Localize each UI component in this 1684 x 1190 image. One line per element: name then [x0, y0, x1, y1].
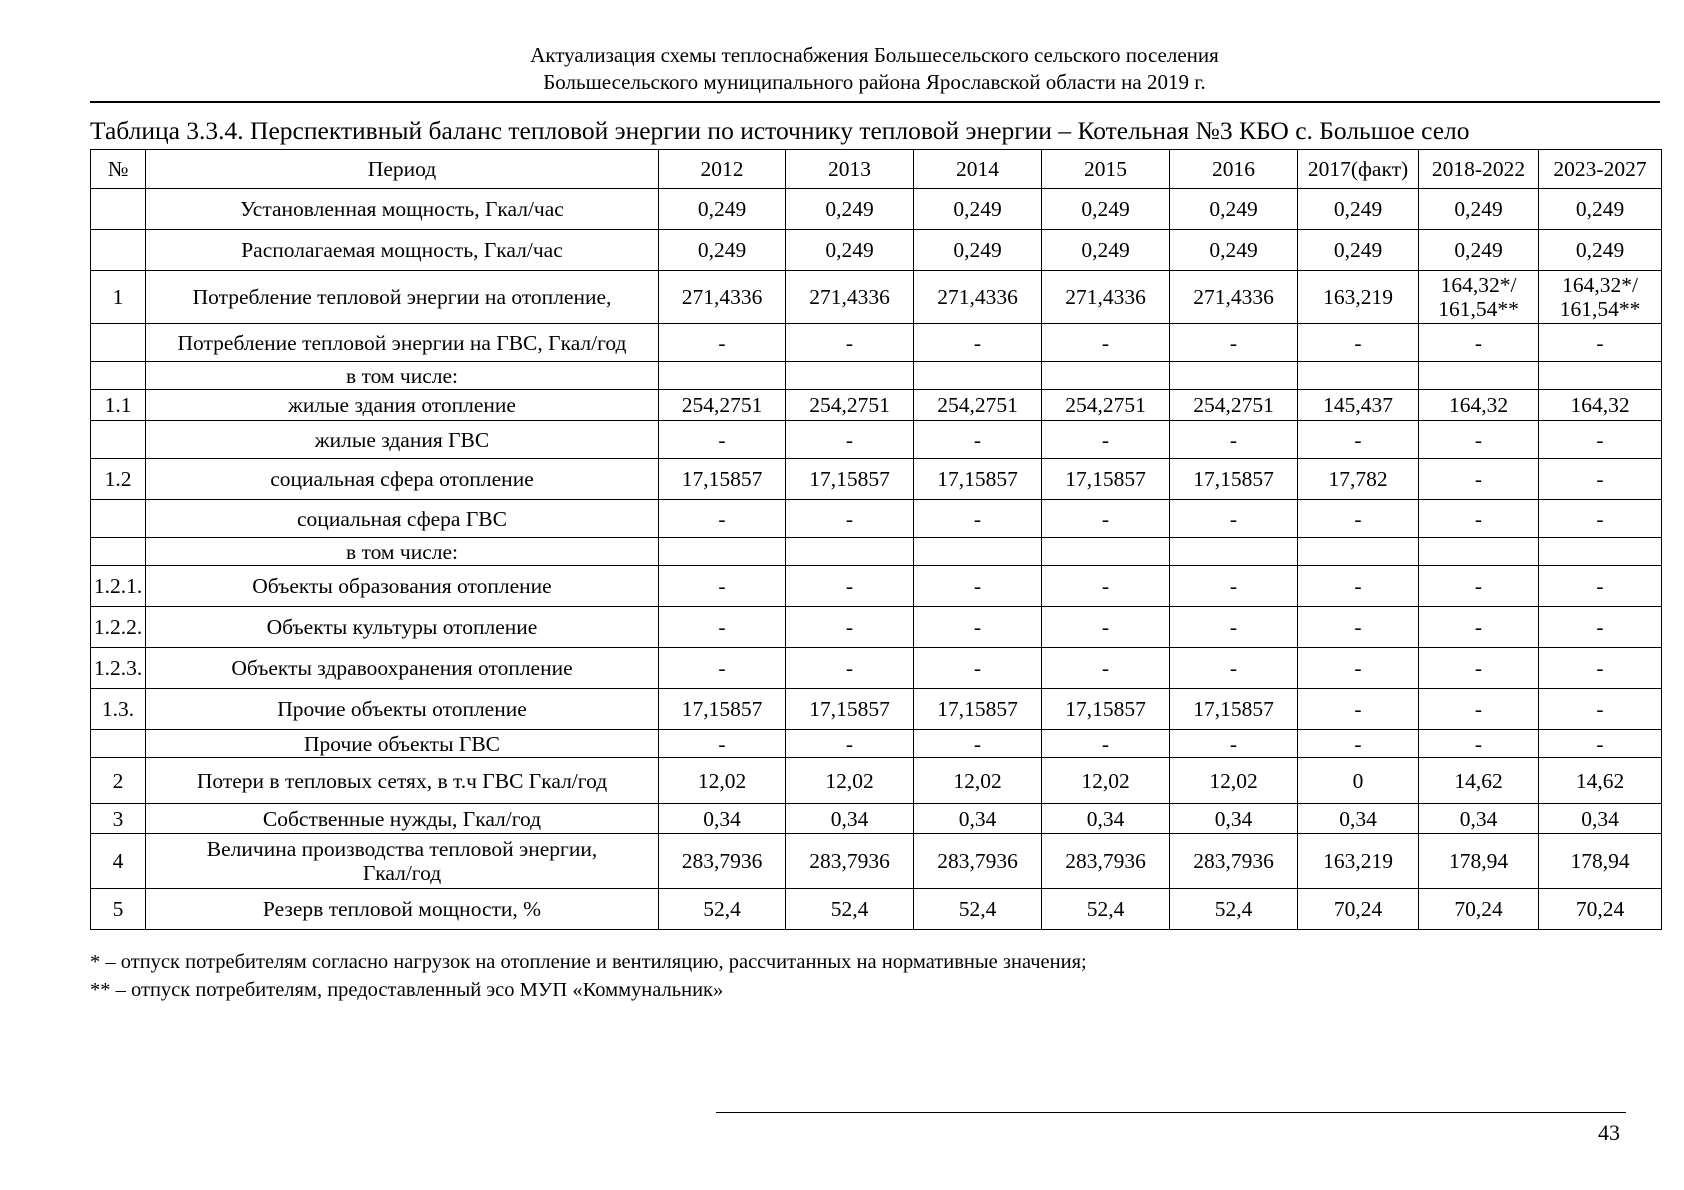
value-cell: 254,2751 [1170, 390, 1298, 421]
row-label-cell: Потребление тепловой энергии на ГВС, Гкал/год [146, 324, 659, 362]
value-cell: - [1170, 421, 1298, 459]
value-cell [786, 538, 914, 566]
page-number: 43 [1598, 1120, 1620, 1145]
row-number-cell [91, 189, 146, 230]
value-cell: - [786, 324, 914, 362]
value-cell: - [1419, 566, 1539, 607]
value-cell: - [1539, 324, 1662, 362]
value-cell: - [1170, 500, 1298, 538]
value-cell: 283,7936 [659, 834, 786, 889]
value-cell: 163,219 [1298, 271, 1419, 324]
value-cell: 0,249 [786, 189, 914, 230]
row-number-cell [91, 362, 146, 390]
value-cell: - [1419, 324, 1539, 362]
value-cell: 254,2751 [914, 390, 1042, 421]
value-cell: 52,4 [786, 889, 914, 930]
value-cell: - [1539, 689, 1662, 730]
value-cell [786, 362, 914, 390]
value-cell: - [914, 421, 1042, 459]
value-cell: 17,15857 [659, 689, 786, 730]
table-header-row [91, 150, 1662, 189]
header-cell: Период [146, 150, 659, 189]
value-cell: - [1298, 421, 1419, 459]
row-number-cell: 5 [91, 889, 146, 930]
value-cell: - [659, 607, 786, 648]
header-cell: № [91, 150, 146, 189]
value-cell [1170, 538, 1298, 566]
table-row [91, 390, 1662, 421]
footnotes [90, 948, 1087, 1004]
value-cell: 17,15857 [1042, 689, 1170, 730]
table-row [91, 500, 1662, 538]
row-number-cell: 4 [91, 834, 146, 889]
value-cell: 17,15857 [914, 689, 1042, 730]
row-number-cell [91, 538, 146, 566]
value-cell: - [1170, 324, 1298, 362]
value-cell [659, 362, 786, 390]
value-cell: 17,15857 [786, 459, 914, 500]
value-cell: - [786, 648, 914, 689]
value-cell: - [1042, 730, 1170, 758]
value-cell [914, 538, 1042, 566]
value-cell: 0,249 [786, 230, 914, 271]
value-cell: 17,15857 [659, 459, 786, 500]
value-cell: 271,4336 [1170, 271, 1298, 324]
value-cell: - [786, 500, 914, 538]
value-cell [1042, 538, 1170, 566]
value-cell: - [1539, 500, 1662, 538]
value-cell: 164,32*/ 161,54** [1539, 271, 1662, 324]
table-row [91, 730, 1662, 758]
value-cell: - [659, 648, 786, 689]
table-row [91, 834, 1662, 889]
row-number-cell [91, 324, 146, 362]
header-line-2: Большесельского муниципального района Ярославской области на 2019 г. [543, 70, 1206, 94]
value-cell: 271,4336 [914, 271, 1042, 324]
row-label-cell: Объекты здравоохранения отопление [146, 648, 659, 689]
row-label-cell: Прочие объекты ГВС [146, 730, 659, 758]
value-cell: 17,782 [1298, 459, 1419, 500]
value-cell: - [786, 566, 914, 607]
table-row [91, 538, 1662, 566]
value-cell: 12,02 [1042, 758, 1170, 804]
value-cell: 70,24 [1539, 889, 1662, 930]
row-label-cell: Объекты культуры отопление [146, 607, 659, 648]
value-cell: - [1042, 421, 1170, 459]
value-cell: 145,437 [1298, 390, 1419, 421]
value-cell: - [786, 421, 914, 459]
value-cell: - [659, 421, 786, 459]
value-cell: 0,34 [1042, 804, 1170, 834]
value-cell: 178,94 [1419, 834, 1539, 889]
footnote: * – отпуск потребителям согласно нагрузок на отопление и вентиляцию, рассчитанных на нормативные значения; [90, 951, 1087, 973]
table-row [91, 271, 1662, 324]
heat-balance-table [90, 149, 1662, 930]
value-cell: 271,4336 [1042, 271, 1170, 324]
value-cell: 0,249 [914, 189, 1042, 230]
row-label-cell: Резерв тепловой мощности, % [146, 889, 659, 930]
row-number-cell: 1.1 [91, 390, 146, 421]
table-row [91, 758, 1662, 804]
header-cell: 2016 [1170, 150, 1298, 189]
value-cell: - [1539, 421, 1662, 459]
value-cell: - [1170, 607, 1298, 648]
value-cell: - [659, 324, 786, 362]
value-cell: - [1298, 648, 1419, 689]
value-cell: 17,15857 [1170, 689, 1298, 730]
value-cell [1042, 362, 1170, 390]
row-label-cell: жилые здания отопление [146, 390, 659, 421]
value-cell: 52,4 [914, 889, 1042, 930]
value-cell: - [1298, 607, 1419, 648]
value-cell: 164,32*/ 161,54** [1419, 271, 1539, 324]
value-cell: - [914, 607, 1042, 648]
value-cell: 178,94 [1539, 834, 1662, 889]
value-cell: - [1042, 324, 1170, 362]
value-cell: 164,32 [1539, 390, 1662, 421]
table-title: Таблица 3.3.4. Перспективный баланс тепловой энергии по источнику тепловой энергии – Котельная №3 КБО с. Большое село [90, 116, 1470, 145]
value-cell [1419, 362, 1539, 390]
value-cell: - [1539, 607, 1662, 648]
header-cell: 2015 [1042, 150, 1170, 189]
value-cell: - [1042, 500, 1170, 538]
value-cell: 17,15857 [1042, 459, 1170, 500]
row-number-cell [91, 730, 146, 758]
value-cell: 14,62 [1539, 758, 1662, 804]
header-line-1: Актуализация схемы теплоснабжения Большесельского сельского поселения [530, 43, 1219, 67]
row-label-cell: жилые здания ГВС [146, 421, 659, 459]
table-row [91, 689, 1662, 730]
row-label-cell: Объекты образования отопление [146, 566, 659, 607]
value-cell: 0,249 [1419, 189, 1539, 230]
value-cell: 0,249 [659, 189, 786, 230]
header-cell: 2018-2022 [1419, 150, 1539, 189]
value-cell [1539, 538, 1662, 566]
value-cell: 0,249 [1042, 189, 1170, 230]
value-cell: 0,34 [914, 804, 1042, 834]
value-cell: 17,15857 [914, 459, 1042, 500]
header-cell: 2023-2027 [1539, 150, 1662, 189]
value-cell: - [1419, 689, 1539, 730]
value-cell: 0,249 [1539, 189, 1662, 230]
value-cell: - [659, 500, 786, 538]
value-cell: - [914, 648, 1042, 689]
row-label-cell: социальная сфера ГВС [146, 500, 659, 538]
value-cell: 12,02 [1170, 758, 1298, 804]
value-cell: 0,249 [1170, 189, 1298, 230]
value-cell: 0,249 [914, 230, 1042, 271]
value-cell: - [786, 730, 914, 758]
row-number-cell: 2 [91, 758, 146, 804]
value-cell: - [1419, 730, 1539, 758]
value-cell: - [1298, 500, 1419, 538]
value-cell: 70,24 [1298, 889, 1419, 930]
row-number-cell: 3 [91, 804, 146, 834]
row-label-cell: Потребление тепловой энергии на отопление, [146, 271, 659, 324]
value-cell: - [1298, 566, 1419, 607]
value-cell: - [1419, 500, 1539, 538]
value-cell: 283,7936 [1170, 834, 1298, 889]
value-cell: 283,7936 [1042, 834, 1170, 889]
value-cell: - [1170, 648, 1298, 689]
value-cell: - [1419, 648, 1539, 689]
row-number-cell [91, 500, 146, 538]
row-number-cell: 1.2.3. [91, 648, 146, 689]
value-cell: - [1298, 689, 1419, 730]
footnote: ** – отпуск потребителям, предоставленный эсо МУП «Коммунальник» [90, 979, 724, 1001]
value-cell [1298, 538, 1419, 566]
value-cell: 12,02 [914, 758, 1042, 804]
value-cell: 163,219 [1298, 834, 1419, 889]
value-cell: 52,4 [1170, 889, 1298, 930]
value-cell: - [914, 566, 1042, 607]
value-cell: 0,249 [1298, 230, 1419, 271]
value-cell [1539, 362, 1662, 390]
row-label-cell: в том числе: [146, 538, 659, 566]
header-cell: 2014 [914, 150, 1042, 189]
header-cell: 2013 [786, 150, 914, 189]
value-cell: - [1042, 607, 1170, 648]
value-cell: 17,15857 [1170, 459, 1298, 500]
row-label-cell: Располагаемая мощность, Гкал/час [146, 230, 659, 271]
value-cell: 283,7936 [786, 834, 914, 889]
value-cell: 271,4336 [659, 271, 786, 324]
value-cell: - [659, 566, 786, 607]
value-cell: - [1539, 730, 1662, 758]
value-cell: - [1042, 648, 1170, 689]
value-cell: - [914, 730, 1042, 758]
row-label-cell: Прочие объекты отопление [146, 689, 659, 730]
table-row [91, 804, 1662, 834]
value-cell [659, 538, 786, 566]
table-row [91, 648, 1662, 689]
row-label-cell: Установленная мощность, Гкал/час [146, 189, 659, 230]
value-cell: 17,15857 [786, 689, 914, 730]
value-cell: 271,4336 [786, 271, 914, 324]
value-cell: 52,4 [659, 889, 786, 930]
value-cell: 0 [1298, 758, 1419, 804]
value-cell: 0,34 [786, 804, 914, 834]
value-cell: - [914, 500, 1042, 538]
row-number-cell: 1.2 [91, 459, 146, 500]
value-cell: 0,34 [1170, 804, 1298, 834]
table-row [91, 324, 1662, 362]
row-number-cell: 1 [91, 271, 146, 324]
row-number-cell [91, 230, 146, 271]
row-number-cell: 1.2.1. [91, 566, 146, 607]
value-cell: - [1170, 566, 1298, 607]
value-cell: 12,02 [786, 758, 914, 804]
value-cell: - [1539, 459, 1662, 500]
value-cell: - [1419, 607, 1539, 648]
footer-rule [716, 1112, 1626, 1113]
row-number-cell: 1.2.2. [91, 607, 146, 648]
row-number-cell [91, 421, 146, 459]
table-row [91, 607, 1662, 648]
value-cell: - [1042, 566, 1170, 607]
value-cell: 0,34 [1419, 804, 1539, 834]
row-label-cell: Потери в тепловых сетях, в т.ч ГВС Гкал/год [146, 758, 659, 804]
value-cell: 0,34 [1298, 804, 1419, 834]
value-cell: - [786, 607, 914, 648]
value-cell: - [1298, 730, 1419, 758]
value-cell: - [659, 730, 786, 758]
row-number-cell: 1.3. [91, 689, 146, 730]
row-label-cell: Величина производства тепловой энергии, Гкал/год [146, 834, 659, 889]
table-row [91, 362, 1662, 390]
value-cell: 12,02 [659, 758, 786, 804]
value-cell: 0,249 [1419, 230, 1539, 271]
header-cell: 2017(факт) [1298, 150, 1419, 189]
value-cell: 14,62 [1419, 758, 1539, 804]
document-header [0, 42, 1684, 96]
value-cell [1298, 362, 1419, 390]
value-cell: 52,4 [1042, 889, 1170, 930]
value-cell: 254,2751 [659, 390, 786, 421]
value-cell: - [1298, 324, 1419, 362]
value-cell: 254,2751 [1042, 390, 1170, 421]
header-rule [90, 101, 1660, 103]
value-cell: 0,34 [659, 804, 786, 834]
value-cell: - [1419, 421, 1539, 459]
value-cell: 0,249 [1539, 230, 1662, 271]
header-cell: 2012 [659, 150, 786, 189]
value-cell [1419, 538, 1539, 566]
value-cell: 0,34 [1539, 804, 1662, 834]
value-cell: - [1539, 648, 1662, 689]
table-row [91, 421, 1662, 459]
value-cell: 70,24 [1419, 889, 1539, 930]
table-row [91, 459, 1662, 500]
row-label-cell: социальная сфера отопление [146, 459, 659, 500]
value-cell: - [914, 324, 1042, 362]
value-cell: 0,249 [659, 230, 786, 271]
table-row [91, 189, 1662, 230]
table-row [91, 230, 1662, 271]
value-cell: 254,2751 [786, 390, 914, 421]
value-cell: 283,7936 [914, 834, 1042, 889]
value-cell: 164,32 [1419, 390, 1539, 421]
value-cell: 0,249 [1170, 230, 1298, 271]
row-label-cell: в том числе: [146, 362, 659, 390]
value-cell [1170, 362, 1298, 390]
value-cell: - [1419, 459, 1539, 500]
value-cell: - [1539, 566, 1662, 607]
table-row [91, 889, 1662, 930]
value-cell: - [1170, 730, 1298, 758]
table-row [91, 566, 1662, 607]
row-label-cell: Собственные нужды, Гкал/год [146, 804, 659, 834]
value-cell [914, 362, 1042, 390]
value-cell: 0,249 [1042, 230, 1170, 271]
value-cell: 0,249 [1298, 189, 1419, 230]
